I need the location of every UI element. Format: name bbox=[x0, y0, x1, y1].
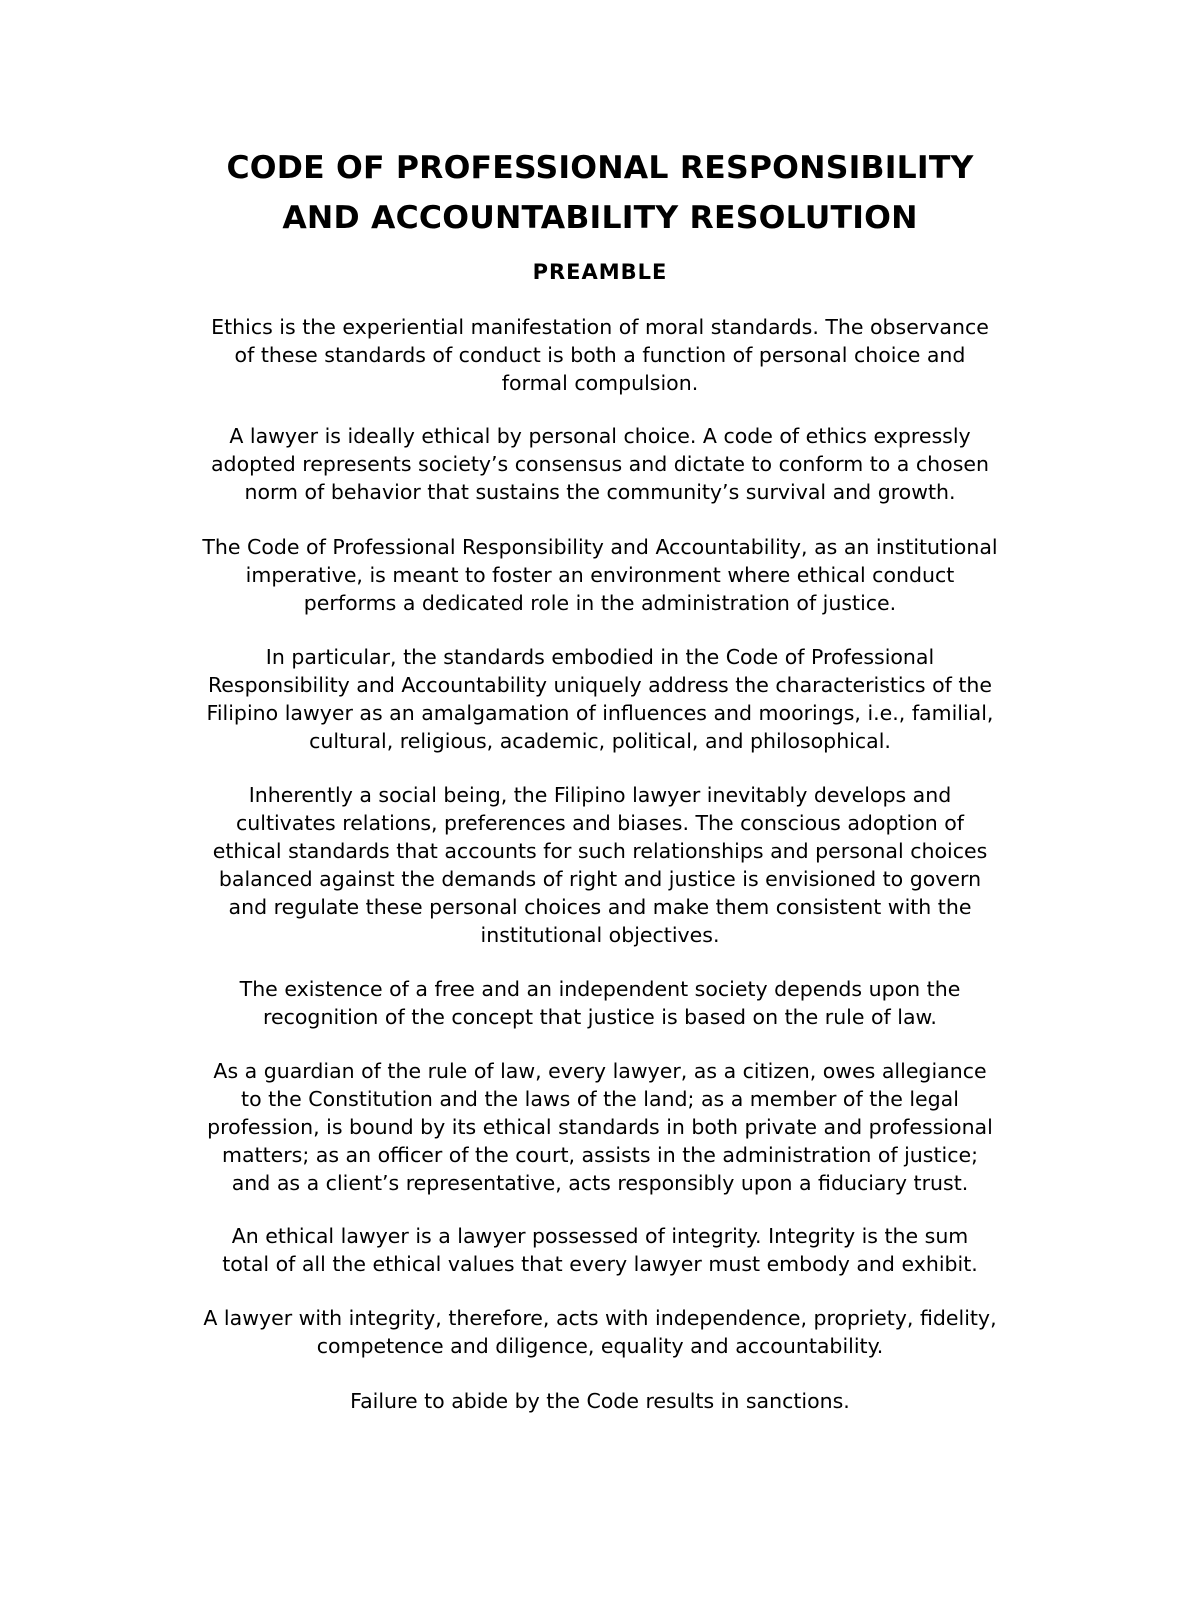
text-line: ethical standards that accounts for such relationships and personal choices bbox=[212, 839, 988, 863]
text-line: competence and diligence, equality and accountability. bbox=[316, 1334, 884, 1358]
text-line: of these standards of conduct is both a function of personal choice and bbox=[234, 343, 966, 367]
text-line: matters; as an officer of the court, assists in the administration of justice; bbox=[222, 1143, 978, 1167]
text-line: adopted represents society’s consensus and dictate to conform to a chosen bbox=[211, 452, 989, 476]
text-line: institutional objectives. bbox=[480, 923, 720, 947]
text-line: Ethics is the experiential manifestation of moral standards. The observance bbox=[211, 315, 989, 339]
paragraph-3 bbox=[80, 533, 1120, 617]
paragraph-9 bbox=[80, 1304, 1120, 1360]
title-line: AND ACCOUNTABILITY RESOLUTION bbox=[282, 200, 918, 236]
text-line: and regulate these personal choices and make them consistent with the bbox=[228, 895, 972, 919]
text-line: Inherently a social being, the Filipino lawyer inevitably develops and bbox=[248, 783, 952, 807]
paragraph-6 bbox=[80, 975, 1120, 1031]
text-line: norm of behavior that sustains the community’s survival and growth. bbox=[244, 480, 956, 504]
text-line: total of all the ethical values that every lawyer must embody and exhibit. bbox=[222, 1252, 978, 1276]
document-title bbox=[0, 143, 1200, 243]
paragraph-7 bbox=[80, 1057, 1120, 1197]
text-line: cultivates relations, preferences and biases. The conscious adoption of bbox=[235, 811, 965, 835]
paragraph-2 bbox=[80, 422, 1120, 506]
text-line: Filipino lawyer as an amalgamation of influences and moorings, i.e., familial, bbox=[206, 701, 994, 725]
text-line: cultural, religious, academic, political, and philosophical. bbox=[309, 729, 891, 753]
text-line: Responsibility and Accountability uniquely address the characteristics of the bbox=[207, 673, 993, 697]
preamble-heading: PREAMBLE bbox=[532, 260, 668, 284]
text-line: profession, is bound by its ethical standards in both private and professional bbox=[207, 1115, 993, 1139]
paragraph-8 bbox=[80, 1222, 1120, 1278]
text-line: A lawyer with integrity, therefore, acts with independence, propriety, fidelity, bbox=[203, 1306, 997, 1330]
text-line: The existence of a free and an independent society depends upon the bbox=[239, 977, 961, 1001]
text-line: to the Constitution and the laws of the land; as a member of the legal bbox=[241, 1087, 959, 1111]
text-line: recognition of the concept that justice is based on the rule of law. bbox=[263, 1005, 937, 1029]
text-line: An ethical lawyer is a lawyer possessed of integrity. Integrity is the sum bbox=[231, 1224, 969, 1248]
paragraph-1 bbox=[80, 313, 1120, 397]
text-line: formal compulsion. bbox=[501, 371, 699, 395]
text-line: imperative, is meant to foster an environment where ethical conduct bbox=[245, 563, 955, 587]
text-line: The Code of Professional Responsibility and Accountability, as an institutional bbox=[202, 535, 998, 559]
title-line: CODE OF PROFESSIONAL RESPONSIBILITY bbox=[226, 150, 974, 186]
text-line: and as a client’s representative, acts responsibly upon a fiduciary trust. bbox=[231, 1171, 969, 1195]
paragraph-10 bbox=[80, 1387, 1120, 1415]
paragraph-5 bbox=[80, 781, 1120, 949]
text-line: balanced against the demands of right and justice is envisioned to govern bbox=[218, 867, 982, 891]
text-line: As a guardian of the rule of law, every lawyer, as a citizen, owes allegiance bbox=[213, 1059, 987, 1083]
text-line: A lawyer is ideally ethical by personal choice. A code of ethics expressly bbox=[229, 424, 971, 448]
text-line: In particular, the standards embodied in the Code of Professional bbox=[265, 645, 935, 669]
text-line: Failure to abide by the Code results in sanctions. bbox=[350, 1389, 850, 1413]
text-line: performs a dedicated role in the administration of justice. bbox=[303, 591, 897, 615]
paragraph-4 bbox=[80, 643, 1120, 755]
